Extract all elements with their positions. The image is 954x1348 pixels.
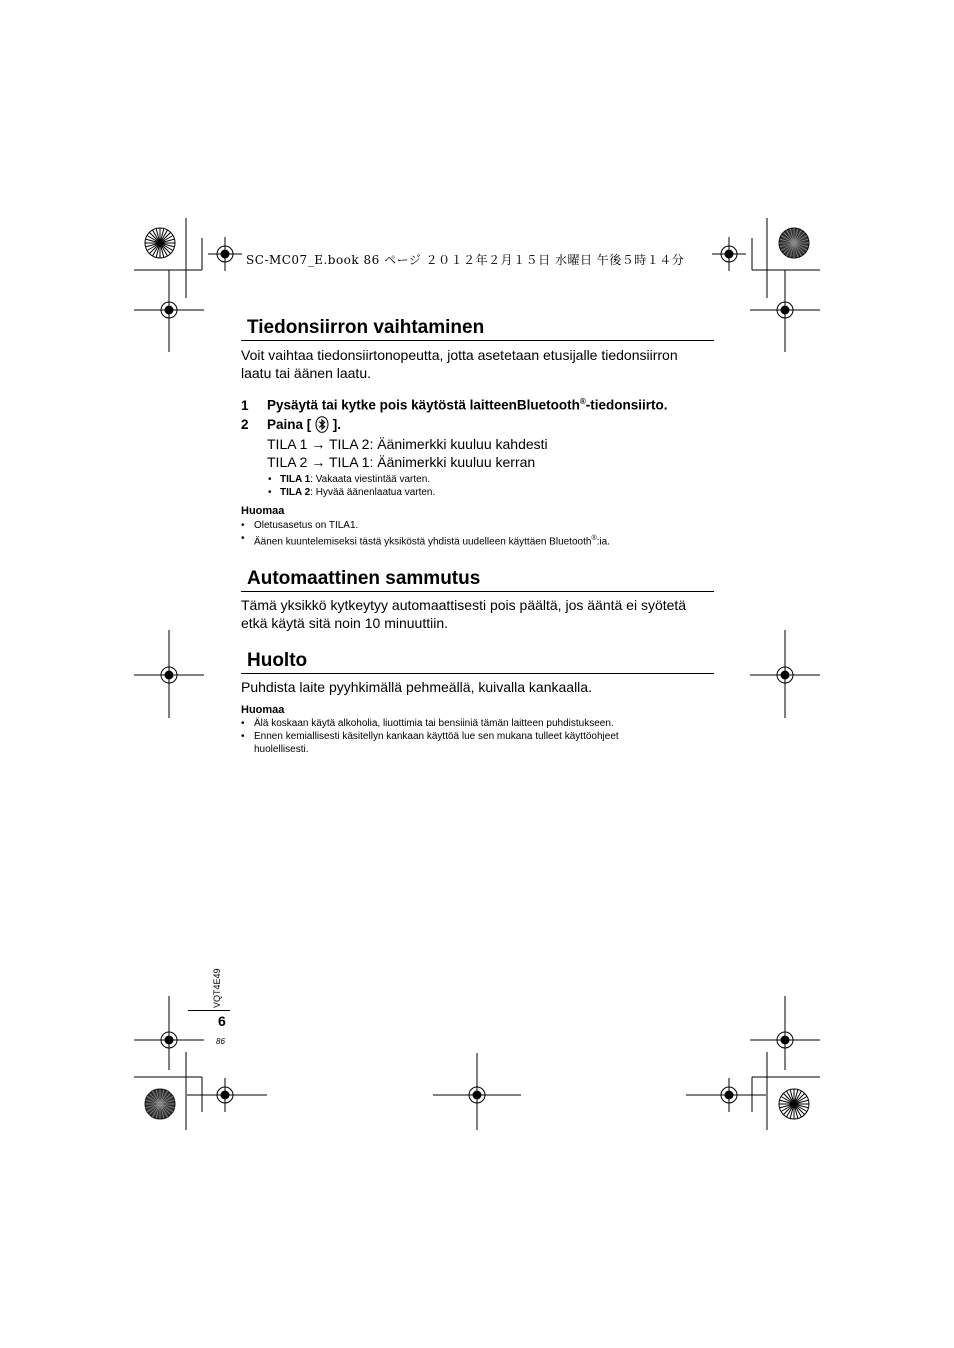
note-2-item-2-line-1: Ennen kemiallisesti käsitellyn kankaan käyttöä lue sen mukana tulleet käyttöohjeet (254, 731, 619, 742)
note-2-item-2-line-2: huolellisesti. (254, 744, 309, 755)
note-2-item-2: • Ennen kemiallisesti käsitellyn kankaan käyttöä lue sen mukana tulleet käyttöohjeet huolellisesti. (241, 731, 619, 755)
mode-2-label: TILA 2 (280, 487, 311, 498)
mode-2-text: : Hyvää äänenlaatua varten. (310, 487, 436, 498)
note-1-item-2-end: :ia. (596, 536, 610, 548)
mode-bullet-1: • TILA 1: Vakaata viestintää varten. (268, 474, 431, 485)
step-2-number: 2 (241, 417, 249, 432)
auto-off-line-2: etkä käytä sitä noin 10 minuuttiin. (241, 615, 449, 631)
note-1-item-2: • Äänen kuuntelemiseksi tästä yksiköstä yhdistä uudelleen käyttäen Bluetooth®:ia. (241, 533, 610, 548)
mode-1-text: : Vakaata viestintää varten. (310, 474, 431, 485)
book-page-number: 86 (216, 1037, 225, 1046)
step-1-text-end: -tiedonsiirto. (585, 397, 668, 413)
note-title-1: Huomaa (241, 505, 285, 517)
step-1 (241, 393, 721, 415)
page-number-rule (188, 1010, 230, 1011)
registered-mark-note: ® (591, 535, 597, 542)
file-info-header: SC-MC07_E.book 86 ページ ２０１２年２月１５日 水曜日 午後５時１４分 (246, 253, 685, 267)
page-number: 6 (218, 1013, 226, 1029)
step-2-text: Paina [ (267, 417, 316, 432)
document-code: VQT4E49 (212, 968, 222, 1008)
mode-line-1: TILA 1 → TILA 2: Äänimerkki kuuluu kahdesti (267, 436, 548, 452)
step-1-text: Pysäytä tai kytke pois käytöstä laitteenBluetooth (267, 397, 580, 413)
section-title-auto-off: Automaattinen sammutus (241, 567, 714, 592)
step-1-number: 1 (241, 397, 249, 413)
registered-mark: ® (579, 397, 586, 406)
intro-line-1: Voit vaihtaa tiedonsiirtonopeutta, jotta asetetaan etusijalle tiedonsiirron (241, 347, 678, 363)
mode-line-2: TILA 2 → TILA 1: Äänimerkki kuuluu kerran (267, 454, 536, 470)
section-title-maintenance: Huolto (241, 649, 714, 674)
note-2-item-1: • Älä koskaan käytä alkoholia, liuottimia tai bensiiniä tämän laitteen puhdistukseen. (241, 718, 614, 729)
mode-1-label: TILA 1 (280, 474, 311, 485)
note-1-item-2-text: Äänen kuuntelemiseksi tästä yksiköstä yhdistä uudelleen käyttäen Bluetooth (254, 536, 592, 548)
step-2-text-end: ]. (329, 417, 342, 432)
mode-bullet-2: • TILA 2: Hyvää äänenlaatua varten. (268, 487, 436, 498)
intro-line-2: laatu tai äänen laatu. (241, 365, 371, 381)
auto-off-line-1: Tämä yksikkö kytkeytyy automaattisesti pois päältä, jos ääntä ei syötetä (241, 597, 687, 613)
note-title-2: Huomaa (241, 704, 285, 716)
section-title-data-transfer: Tiedonsiirron vaihtaminen (241, 316, 714, 341)
note-1-item-1: • Oletusasetus on TILA1. (241, 520, 359, 531)
maintenance-line-1: Puhdista laite pyyhkimällä pehmeällä, kuivalla kankaalla. (241, 679, 592, 695)
